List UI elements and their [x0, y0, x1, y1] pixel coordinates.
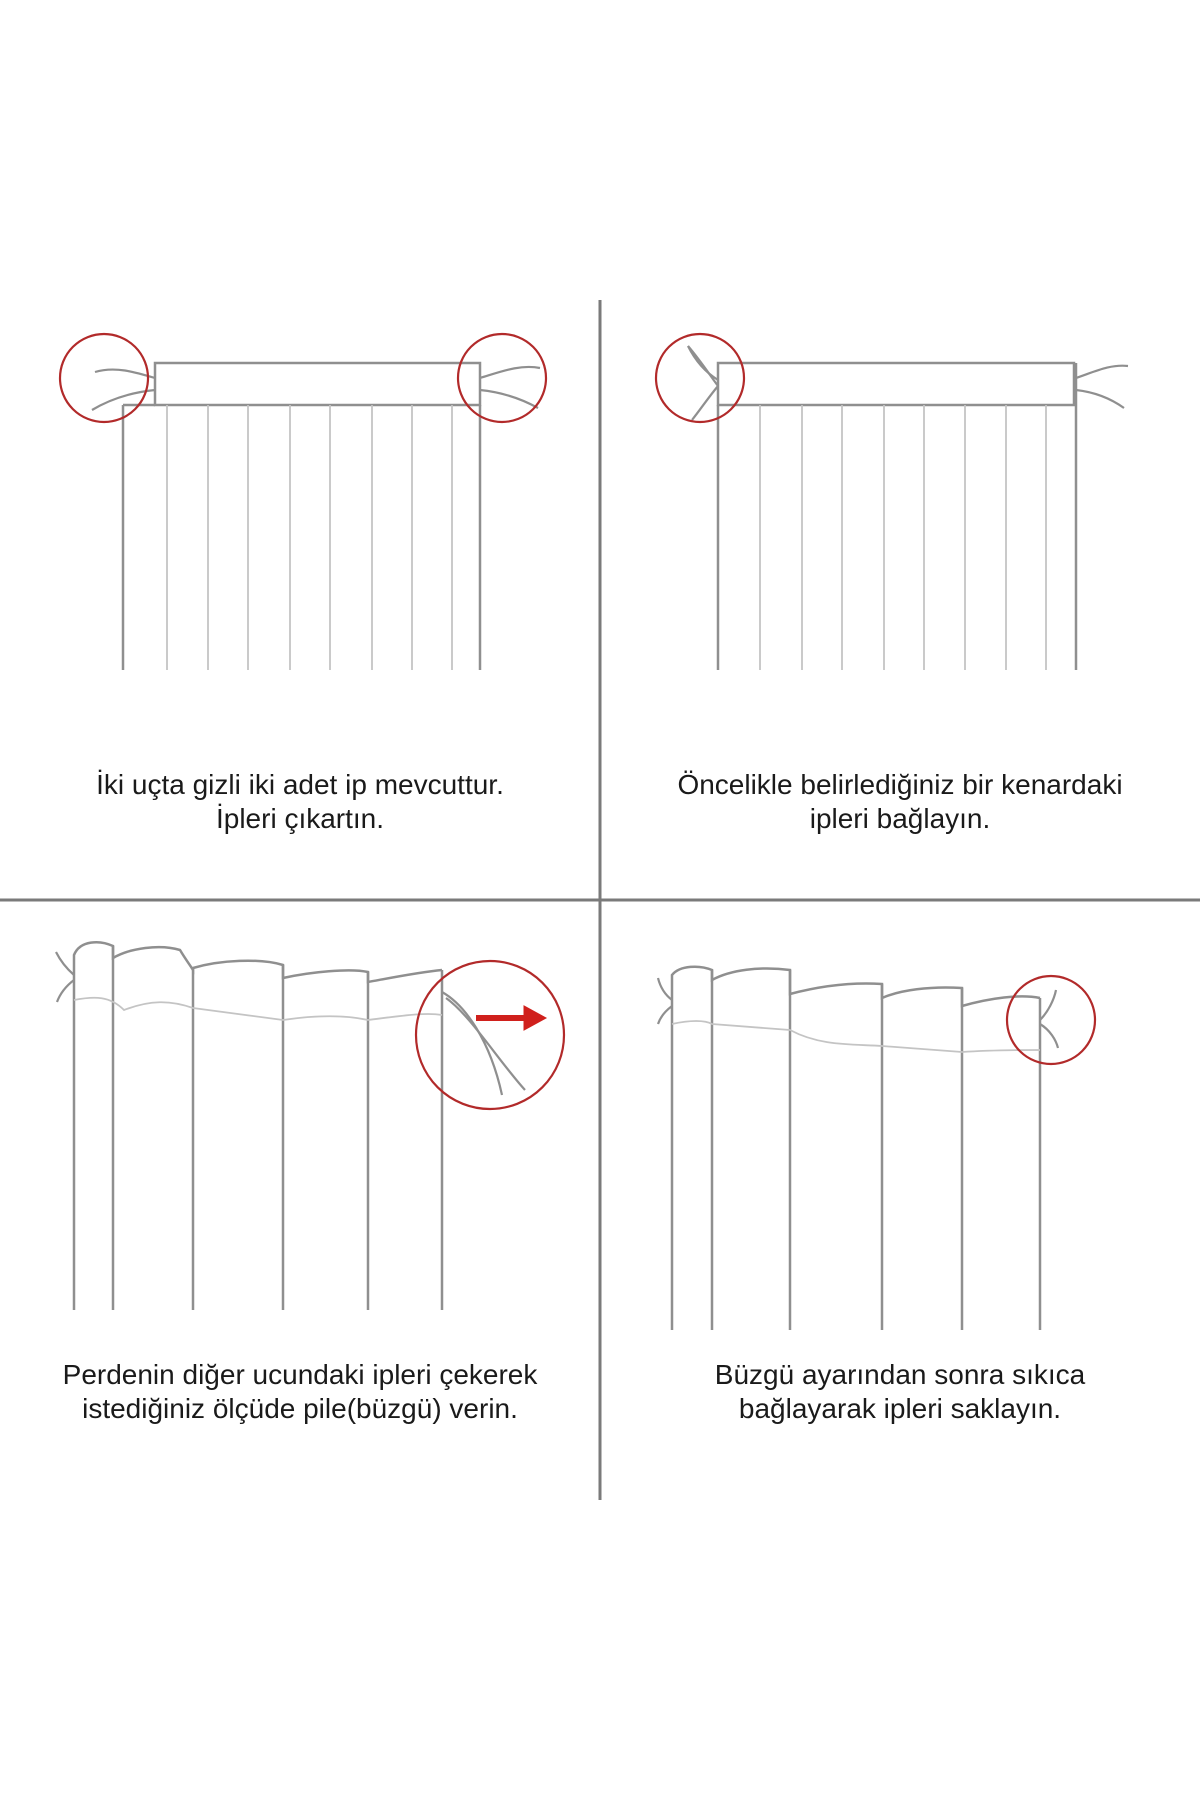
panel-1-curtain [60, 334, 546, 670]
pulled-cords [442, 992, 525, 1095]
step-3-caption [30, 1358, 570, 1426]
curtain-folds [167, 405, 452, 670]
step-2-line-2: ipleri bağlayın. [809, 803, 991, 834]
gathered-top-edge [672, 967, 1040, 1330]
highlight-circle-left [60, 334, 148, 422]
panel-3-gathered-curtain [56, 942, 564, 1310]
step-4-line-2: bağlayarak ipleri saklayın. [738, 1393, 1062, 1424]
cord-line [74, 998, 442, 1020]
panel-2-curtain [656, 334, 1128, 670]
highlight-circle-right [416, 961, 564, 1109]
step-4-line-1: Büzgü ayarından sonra sıkıca [714, 1359, 1086, 1390]
step-4-caption [630, 1358, 1170, 1426]
curtain-cords-right [480, 367, 540, 408]
pull-arrow-icon [476, 1006, 546, 1030]
step-1-line-1: İki uçta gizli iki adet ip mevcuttur. [96, 769, 504, 800]
curtain-heading-tape [155, 363, 480, 405]
step-2-caption [630, 768, 1170, 836]
cord-line [672, 1021, 1040, 1052]
curtain-folds [760, 405, 1046, 670]
step-2-line-1: Öncelikle belirlediğiniz bir kenardaki [677, 769, 1123, 800]
tied-knot-left [688, 346, 718, 420]
tied-knot-left [56, 952, 74, 1002]
step-1-line-2: İpleri çıkartın. [215, 803, 385, 834]
step-1-caption [30, 768, 570, 836]
tied-knot-left [658, 978, 672, 1024]
curtain-heading-tape [718, 363, 1074, 405]
step-3-line-2: istediğiniz ölçüde pile(büzgü) verin. [82, 1393, 518, 1424]
tied-knot-right [1040, 990, 1058, 1048]
step-3-line-1: Perdenin diğer ucundaki ipleri çekerek [62, 1359, 538, 1390]
curtain-cords-right [1076, 366, 1128, 408]
gathered-top-edge [74, 942, 442, 1310]
highlight-circle-right [1007, 976, 1095, 1064]
panel-4-gathered-curtain [658, 967, 1095, 1330]
